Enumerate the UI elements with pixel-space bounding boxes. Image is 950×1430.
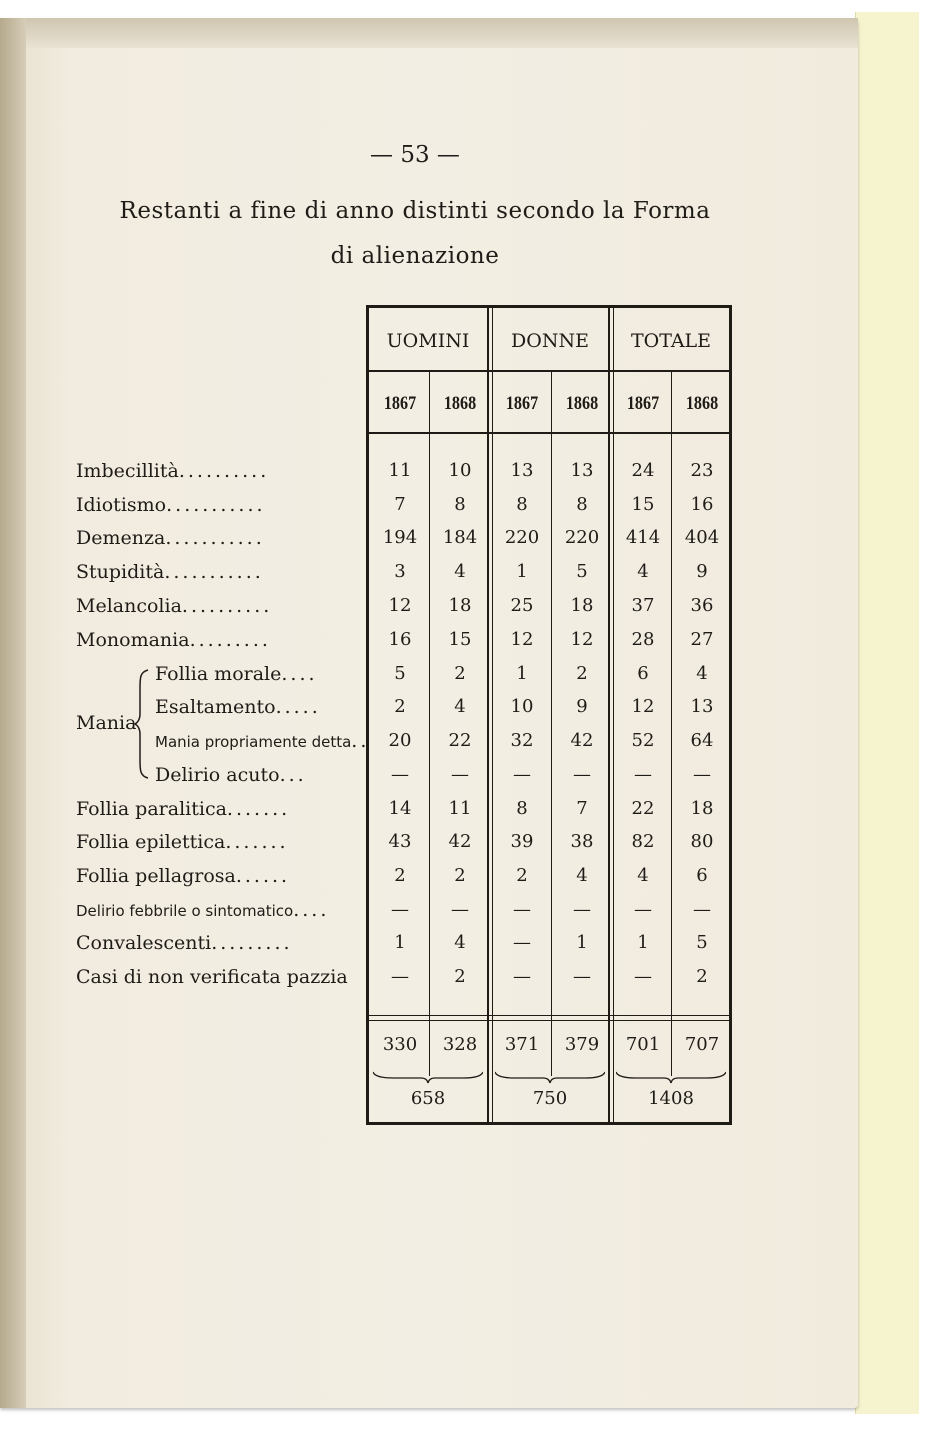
table-cell: 220 bbox=[564, 527, 600, 548]
column-total: 371 bbox=[504, 1034, 540, 1055]
table-cell: 23 bbox=[690, 460, 714, 481]
row-label bbox=[76, 865, 290, 887]
grand-total-donne: 750 bbox=[532, 1088, 568, 1109]
mania-brace bbox=[134, 668, 152, 780]
column-total: 701 bbox=[625, 1034, 661, 1055]
table-cell: 64 bbox=[690, 730, 714, 751]
table-cell: — bbox=[451, 764, 469, 785]
table-cell: 12 bbox=[631, 696, 655, 717]
leader-dots: ....... bbox=[225, 831, 289, 853]
column-total: 328 bbox=[442, 1034, 478, 1055]
table-cell: 1 bbox=[576, 932, 588, 953]
total-rule bbox=[369, 1020, 729, 1021]
leader-dots: ........... bbox=[165, 527, 265, 549]
row-label-text: Delirio acuto bbox=[155, 764, 280, 786]
row-label bbox=[155, 764, 307, 786]
table-cell: 2 bbox=[454, 966, 466, 987]
table-cell: 1 bbox=[516, 561, 528, 582]
table-cell: — bbox=[391, 764, 409, 785]
table-cell: 20 bbox=[388, 730, 412, 751]
table-cell: 220 bbox=[504, 527, 540, 548]
table-cell: 15 bbox=[631, 494, 655, 515]
table-cell: — bbox=[573, 899, 591, 920]
row-label-text: Mania propriamente detta bbox=[155, 733, 352, 751]
table-cell: — bbox=[513, 764, 531, 785]
sum-brace bbox=[373, 1070, 483, 1084]
table-cell: 12 bbox=[570, 629, 594, 650]
year-header: 1867 bbox=[626, 393, 660, 414]
table-cell: 5 bbox=[696, 932, 708, 953]
row-label bbox=[155, 663, 318, 685]
row-label-text: Convalescenti bbox=[76, 932, 212, 954]
page-spine bbox=[0, 18, 26, 1408]
row-label bbox=[76, 595, 272, 617]
table-cell: 16 bbox=[388, 629, 412, 650]
table-cell: 42 bbox=[570, 730, 594, 751]
table-cell: — bbox=[693, 764, 711, 785]
table-cell: 4 bbox=[696, 663, 708, 684]
row-label-text: Follia epilettica bbox=[76, 831, 226, 853]
row-label-text: Esaltamento bbox=[155, 696, 276, 718]
table-cell: 37 bbox=[631, 595, 655, 616]
table-cell: 42 bbox=[448, 831, 472, 852]
row-label-text: Idiotismo bbox=[76, 494, 167, 516]
leader-dots: ...... bbox=[235, 865, 291, 887]
row-label-text: Casi di non verificata pazzia bbox=[76, 966, 348, 988]
year-header: 1868 bbox=[685, 393, 719, 414]
table-cell: 10 bbox=[510, 696, 534, 717]
year-header: 1868 bbox=[443, 393, 477, 414]
sum-brace bbox=[495, 1070, 605, 1084]
table-cell: 39 bbox=[510, 831, 534, 852]
row-label-text: Imbecillità bbox=[76, 460, 179, 482]
table-cell: — bbox=[634, 899, 652, 920]
leader-dots: .. bbox=[351, 730, 370, 752]
leader-dots: .... bbox=[281, 663, 318, 685]
table-cell: 8 bbox=[576, 494, 588, 515]
table-cell: 4 bbox=[576, 865, 588, 886]
leader-dots: .......... bbox=[178, 460, 270, 482]
table-cell: 13 bbox=[570, 460, 594, 481]
table-cell: 8 bbox=[454, 494, 466, 515]
table-cell: 184 bbox=[442, 527, 478, 548]
table-cell: 414 bbox=[625, 527, 661, 548]
table-cell: 4 bbox=[454, 696, 466, 717]
page-number: — 53 — bbox=[370, 142, 460, 168]
page-title: Restanti a fine di anno distinti secondo la Forma bbox=[119, 198, 711, 224]
group-uomini: UOMINI bbox=[386, 330, 470, 352]
table-cell: 4 bbox=[454, 932, 466, 953]
table-cell: — bbox=[391, 899, 409, 920]
row-label bbox=[155, 696, 321, 718]
table-cell: 2 bbox=[516, 865, 528, 886]
column-total: 707 bbox=[684, 1034, 720, 1055]
row-label bbox=[76, 460, 269, 482]
table-cell: 11 bbox=[448, 798, 472, 819]
leader-dots: ......... bbox=[211, 932, 293, 954]
grand-total-totale: 1408 bbox=[648, 1088, 694, 1109]
row-label-text: Follia paralitica bbox=[76, 798, 227, 820]
table-cell: — bbox=[451, 899, 469, 920]
row-label bbox=[76, 798, 290, 820]
table-cell: 7 bbox=[394, 494, 406, 515]
column-rule bbox=[429, 370, 430, 1076]
table-cell: — bbox=[573, 764, 591, 785]
row-label-text: Monomania bbox=[76, 629, 190, 651]
data-table bbox=[366, 305, 732, 1125]
row-label bbox=[76, 899, 329, 921]
row-label bbox=[76, 932, 293, 954]
table-cell: 25 bbox=[510, 595, 534, 616]
row-label-text: Follia pellagrosa bbox=[76, 865, 236, 887]
backing-sheet bbox=[855, 12, 919, 1414]
grand-total-uomini: 658 bbox=[410, 1088, 446, 1109]
table-cell: 32 bbox=[510, 730, 534, 751]
table-cell: 27 bbox=[690, 629, 714, 650]
column-total: 330 bbox=[382, 1034, 418, 1055]
row-label bbox=[76, 527, 265, 549]
table-cell: 2 bbox=[696, 966, 708, 987]
row-label-text: Follia morale bbox=[155, 663, 282, 685]
table-cell: — bbox=[573, 966, 591, 987]
table-cell: 2 bbox=[394, 696, 406, 717]
row-label-text: Demenza bbox=[76, 527, 166, 549]
table-cell: — bbox=[513, 966, 531, 987]
leader-dots: ... bbox=[279, 764, 307, 786]
table-cell: — bbox=[634, 764, 652, 785]
table-cell: 8 bbox=[516, 798, 528, 819]
table-cell: 82 bbox=[631, 831, 655, 852]
table-cell: 1 bbox=[394, 932, 406, 953]
table-cell: 80 bbox=[690, 831, 714, 852]
table-cell: 5 bbox=[576, 561, 588, 582]
table-cell: 10 bbox=[448, 460, 472, 481]
table-cell: 12 bbox=[510, 629, 534, 650]
table-cell: 4 bbox=[637, 865, 649, 886]
sum-brace bbox=[616, 1070, 726, 1084]
table-cell: 22 bbox=[631, 798, 655, 819]
group-donne: DONNE bbox=[511, 330, 589, 352]
table-cell: 9 bbox=[696, 561, 708, 582]
table-cell: 3 bbox=[394, 561, 406, 582]
table-cell: 404 bbox=[684, 527, 720, 548]
table-cell: 36 bbox=[690, 595, 714, 616]
leader-dots: ....... bbox=[226, 798, 291, 820]
table-cell: 15 bbox=[448, 629, 472, 650]
table-cell: 18 bbox=[690, 798, 714, 819]
table-cell: — bbox=[513, 899, 531, 920]
table-cell: 22 bbox=[448, 730, 472, 751]
table-cell: 13 bbox=[690, 696, 714, 717]
table-cell: 9 bbox=[576, 696, 588, 717]
table-cell: 52 bbox=[631, 730, 655, 751]
header-rule bbox=[369, 370, 729, 372]
table-cell: 1 bbox=[516, 663, 528, 684]
table-cell: 8 bbox=[516, 494, 528, 515]
row-label-text: Melancolia bbox=[76, 595, 182, 617]
table-cell: 1 bbox=[637, 932, 649, 953]
table-cell: 14 bbox=[388, 798, 412, 819]
leader-dots: ........... bbox=[164, 561, 264, 583]
table-cell: — bbox=[693, 899, 711, 920]
table-cell: 38 bbox=[570, 831, 594, 852]
row-label bbox=[76, 831, 289, 853]
table-cell: 24 bbox=[631, 460, 655, 481]
table-cell: 16 bbox=[690, 494, 714, 515]
total-rule bbox=[369, 1015, 729, 1016]
table-cell: 18 bbox=[448, 595, 472, 616]
row-label-text: Stupidità bbox=[76, 561, 165, 583]
row-label bbox=[76, 561, 264, 583]
table-cell: 194 bbox=[382, 527, 418, 548]
header-rule bbox=[369, 432, 729, 434]
column-total: 379 bbox=[564, 1034, 600, 1055]
leader-dots: ........... bbox=[166, 494, 266, 516]
table-cell: 13 bbox=[510, 460, 534, 481]
table-cell: 2 bbox=[454, 663, 466, 684]
leader-dots: .... bbox=[293, 899, 330, 921]
table-cell: 18 bbox=[570, 595, 594, 616]
table-cell: — bbox=[634, 966, 652, 987]
year-header: 1867 bbox=[383, 393, 417, 414]
table-cell: 11 bbox=[388, 460, 412, 481]
leader-dots: ..... bbox=[275, 696, 321, 718]
mania-label: Mania bbox=[76, 712, 137, 734]
table-cell: 28 bbox=[631, 629, 655, 650]
row-label bbox=[155, 730, 369, 752]
table-cell: 6 bbox=[696, 865, 708, 886]
table-cell: 43 bbox=[388, 831, 412, 852]
row-label bbox=[76, 966, 348, 988]
page-top-edge bbox=[0, 18, 858, 48]
group-totale: TOTALE bbox=[630, 330, 712, 352]
table-cell: 2 bbox=[454, 865, 466, 886]
row-label bbox=[76, 629, 271, 651]
table-cell: 6 bbox=[637, 663, 649, 684]
year-header: 1867 bbox=[505, 393, 539, 414]
table-cell: 4 bbox=[637, 561, 649, 582]
table-cell: 12 bbox=[388, 595, 412, 616]
table-cell: 2 bbox=[394, 865, 406, 886]
table-cell: 4 bbox=[454, 561, 466, 582]
table-cell: — bbox=[391, 966, 409, 987]
column-rule bbox=[551, 370, 552, 1076]
table-cell: 7 bbox=[576, 798, 588, 819]
leader-dots: .......... bbox=[181, 595, 273, 617]
page-subtitle: di alienazione bbox=[330, 243, 500, 269]
leader-dots: ......... bbox=[189, 629, 271, 651]
row-label bbox=[76, 494, 266, 516]
table-cell: 5 bbox=[394, 663, 406, 684]
year-header: 1868 bbox=[565, 393, 599, 414]
row-label-text: Delirio febbrile o sintomatico bbox=[76, 902, 294, 920]
table-cell: 2 bbox=[576, 663, 588, 684]
table-cell: — bbox=[513, 932, 531, 953]
